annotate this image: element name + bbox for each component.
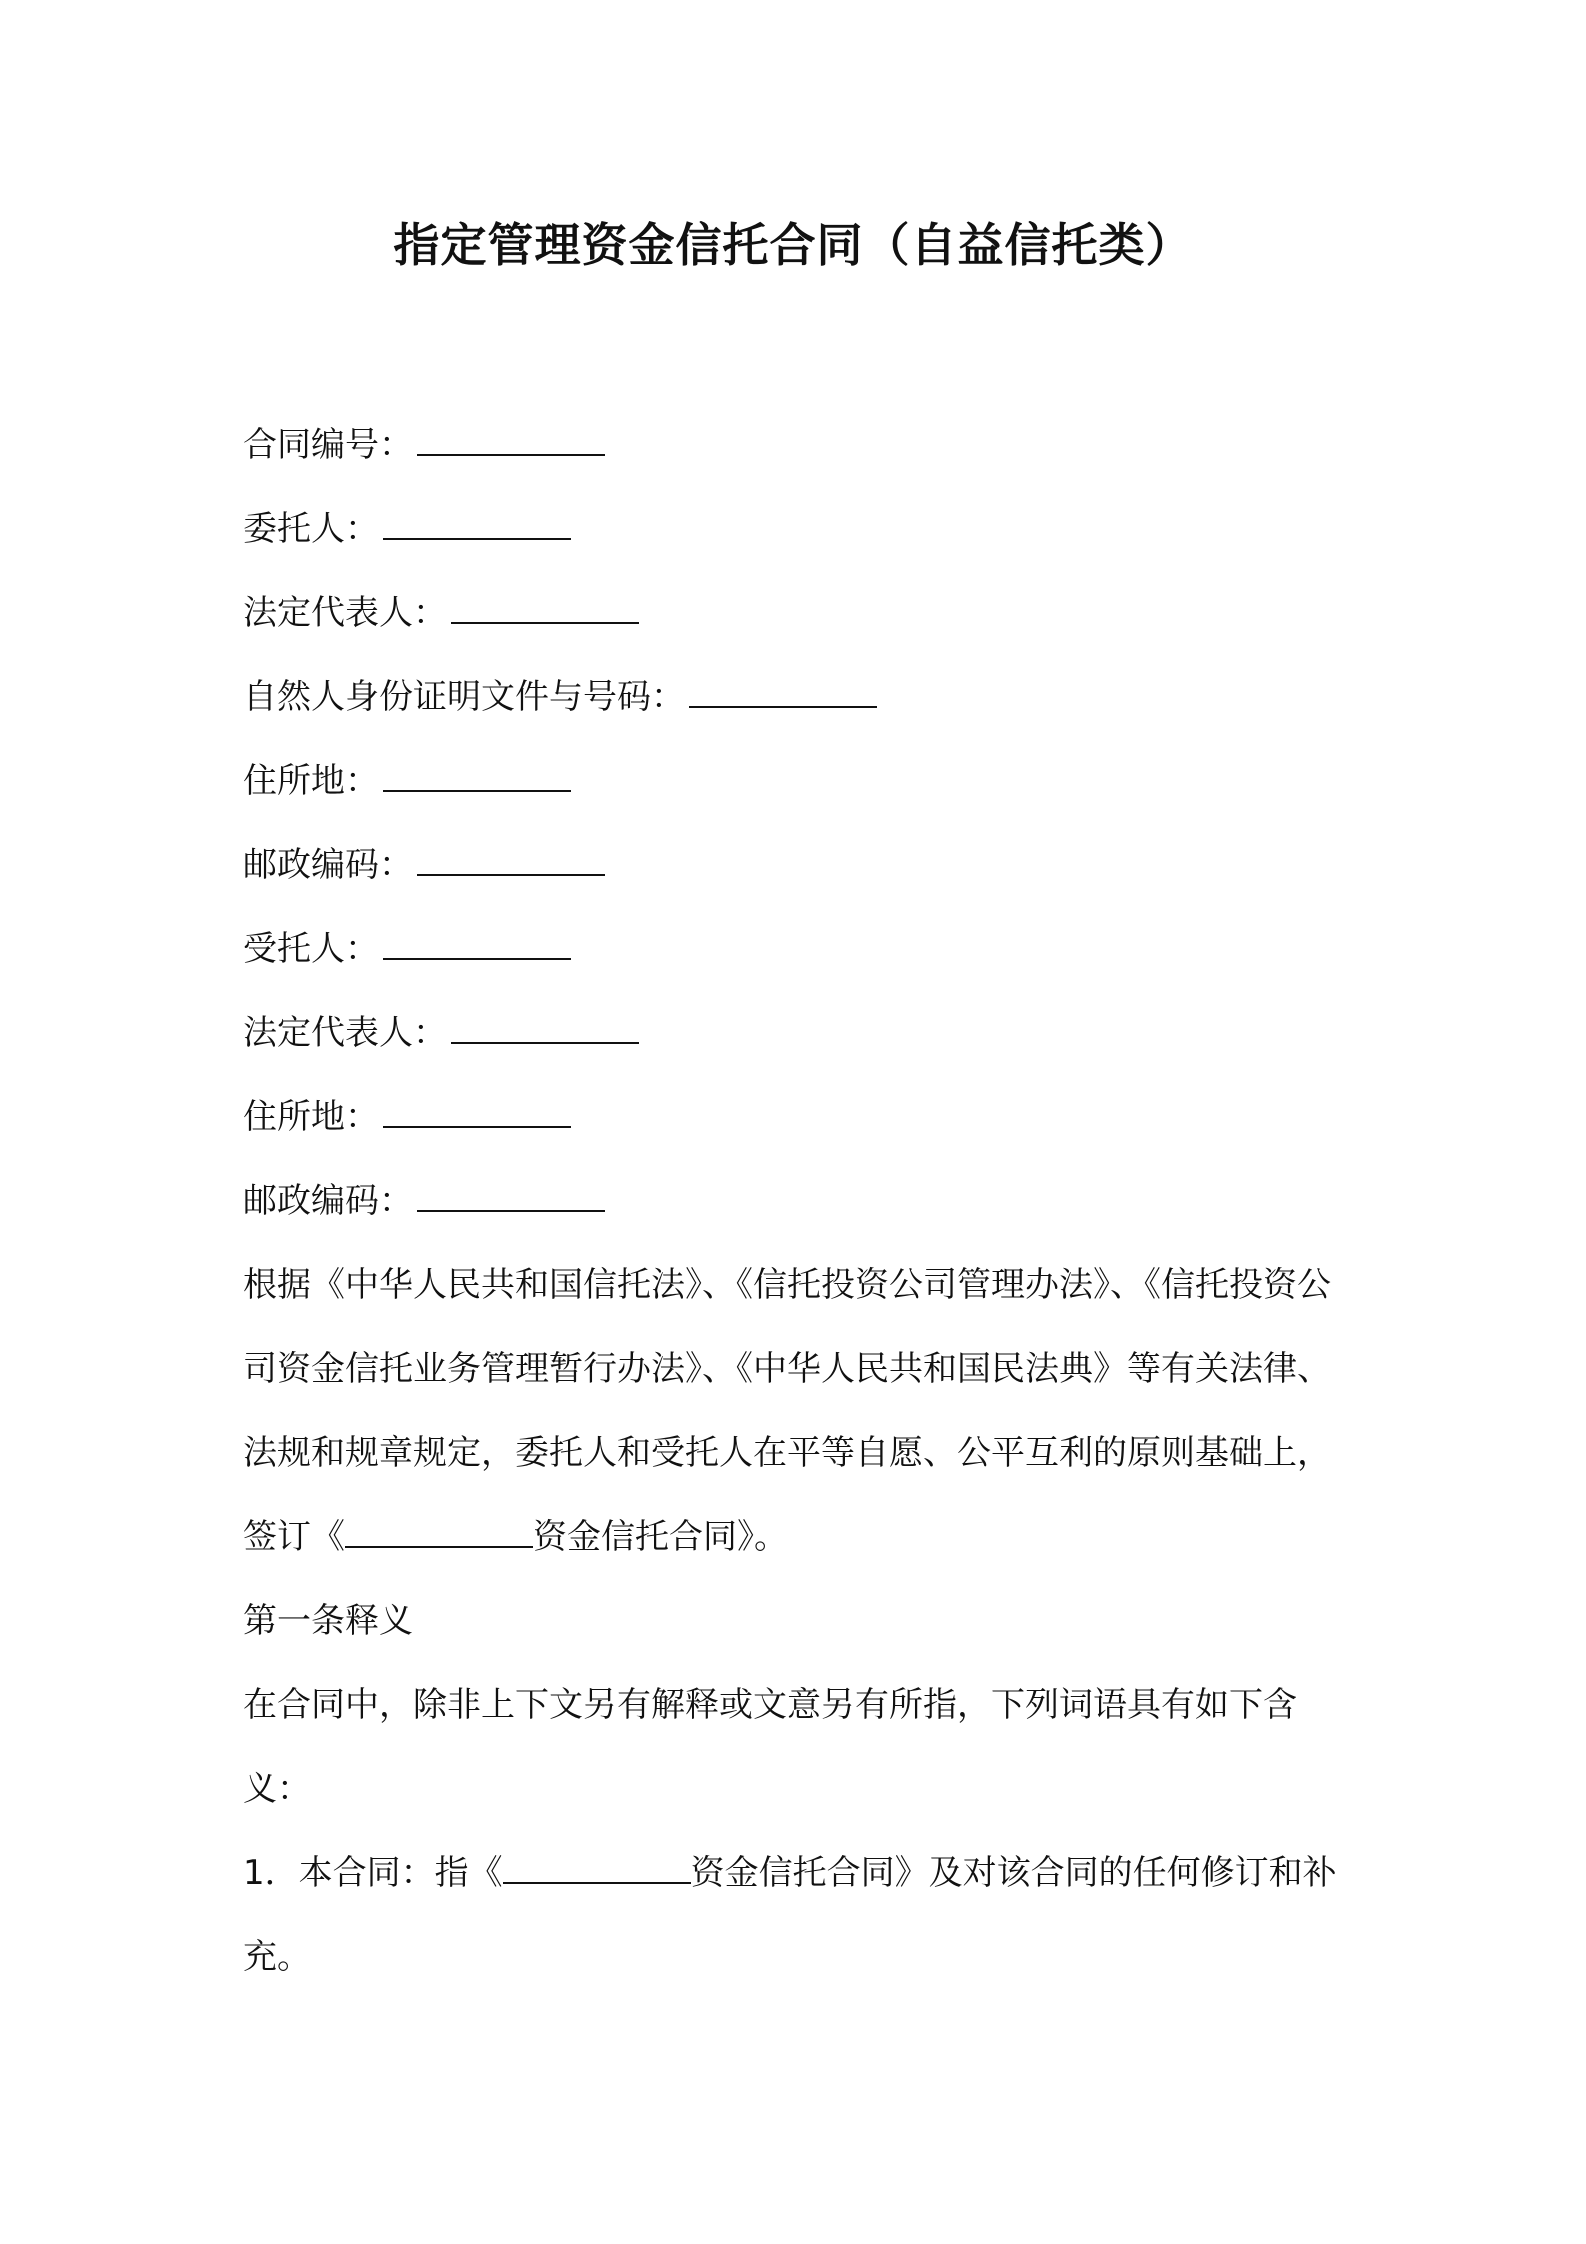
fill-in-blank[interactable] (503, 1852, 691, 1884)
article-heading: 第一条释义 (243, 1601, 413, 1641)
field-trustee (243, 907, 1355, 991)
field-label: 自然人身份证明文件与号码： (243, 677, 685, 717)
preamble-text: 根据《中华人民共和国信托法》、《信托投资公司管理办法》、《信托投资公司资金信托业务管理暂行办法》、《中华人民共和国民法典》等有关法律、法规和规章规定，委托人和受托人在平等自愿、公平互利的原则基础上，签订《 (243, 1265, 1331, 1557)
definition-text: 1．本合同：指《 (243, 1853, 503, 1893)
field-trustee-address (243, 1075, 1355, 1159)
fill-in-blank[interactable] (417, 844, 605, 876)
field-id-document-number (243, 655, 1355, 739)
field-trustee-postal-code (243, 1159, 1355, 1243)
fill-in-blank[interactable] (451, 1012, 639, 1044)
article-intro: 在合同中，除非上下文另有解释或文意另有所指，下列词语具有如下含义： (243, 1685, 1297, 1809)
fill-in-blank[interactable] (345, 1516, 533, 1548)
field-label: 法定代表人： (243, 1013, 447, 1053)
field-trustor-legal-representative (243, 571, 1355, 655)
field-label: 邮政编码： (243, 845, 413, 885)
preamble-paragraph (243, 1243, 1355, 1579)
field-contract-number (243, 403, 1355, 487)
fill-in-blank[interactable] (383, 1096, 571, 1128)
fill-in-blank[interactable] (417, 424, 605, 456)
field-trustor-postal-code (243, 823, 1355, 907)
fill-in-blank[interactable] (383, 508, 571, 540)
field-label: 委托人： (243, 509, 379, 549)
field-label: 住所地： (243, 1097, 379, 1137)
definition-item (243, 1831, 1355, 1999)
fill-in-blank[interactable] (417, 1180, 605, 1212)
fill-in-blank[interactable] (451, 592, 639, 624)
fill-in-blank[interactable] (383, 760, 571, 792)
field-label: 法定代表人： (243, 593, 447, 633)
field-label: 合同编号： (243, 425, 413, 465)
field-trustor-address (243, 739, 1355, 823)
field-trustee-legal-representative (243, 991, 1355, 1075)
field-label: 住所地： (243, 761, 379, 801)
field-trustor (243, 487, 1355, 571)
field-label: 邮政编码： (243, 1181, 413, 1221)
preamble-text-end: 资金信托合同》。 (533, 1517, 788, 1557)
fill-in-blank[interactable] (689, 676, 877, 708)
fill-in-blank[interactable] (383, 928, 571, 960)
definition-text-end: 资金信托合同》及对该合同的任何修订和补充。 (243, 1853, 1337, 1977)
document-title: 指定管理资金信托合同（自益信托类） (393, 218, 1193, 272)
field-label: 受托人： (243, 929, 379, 969)
document-body (243, 403, 1355, 1999)
